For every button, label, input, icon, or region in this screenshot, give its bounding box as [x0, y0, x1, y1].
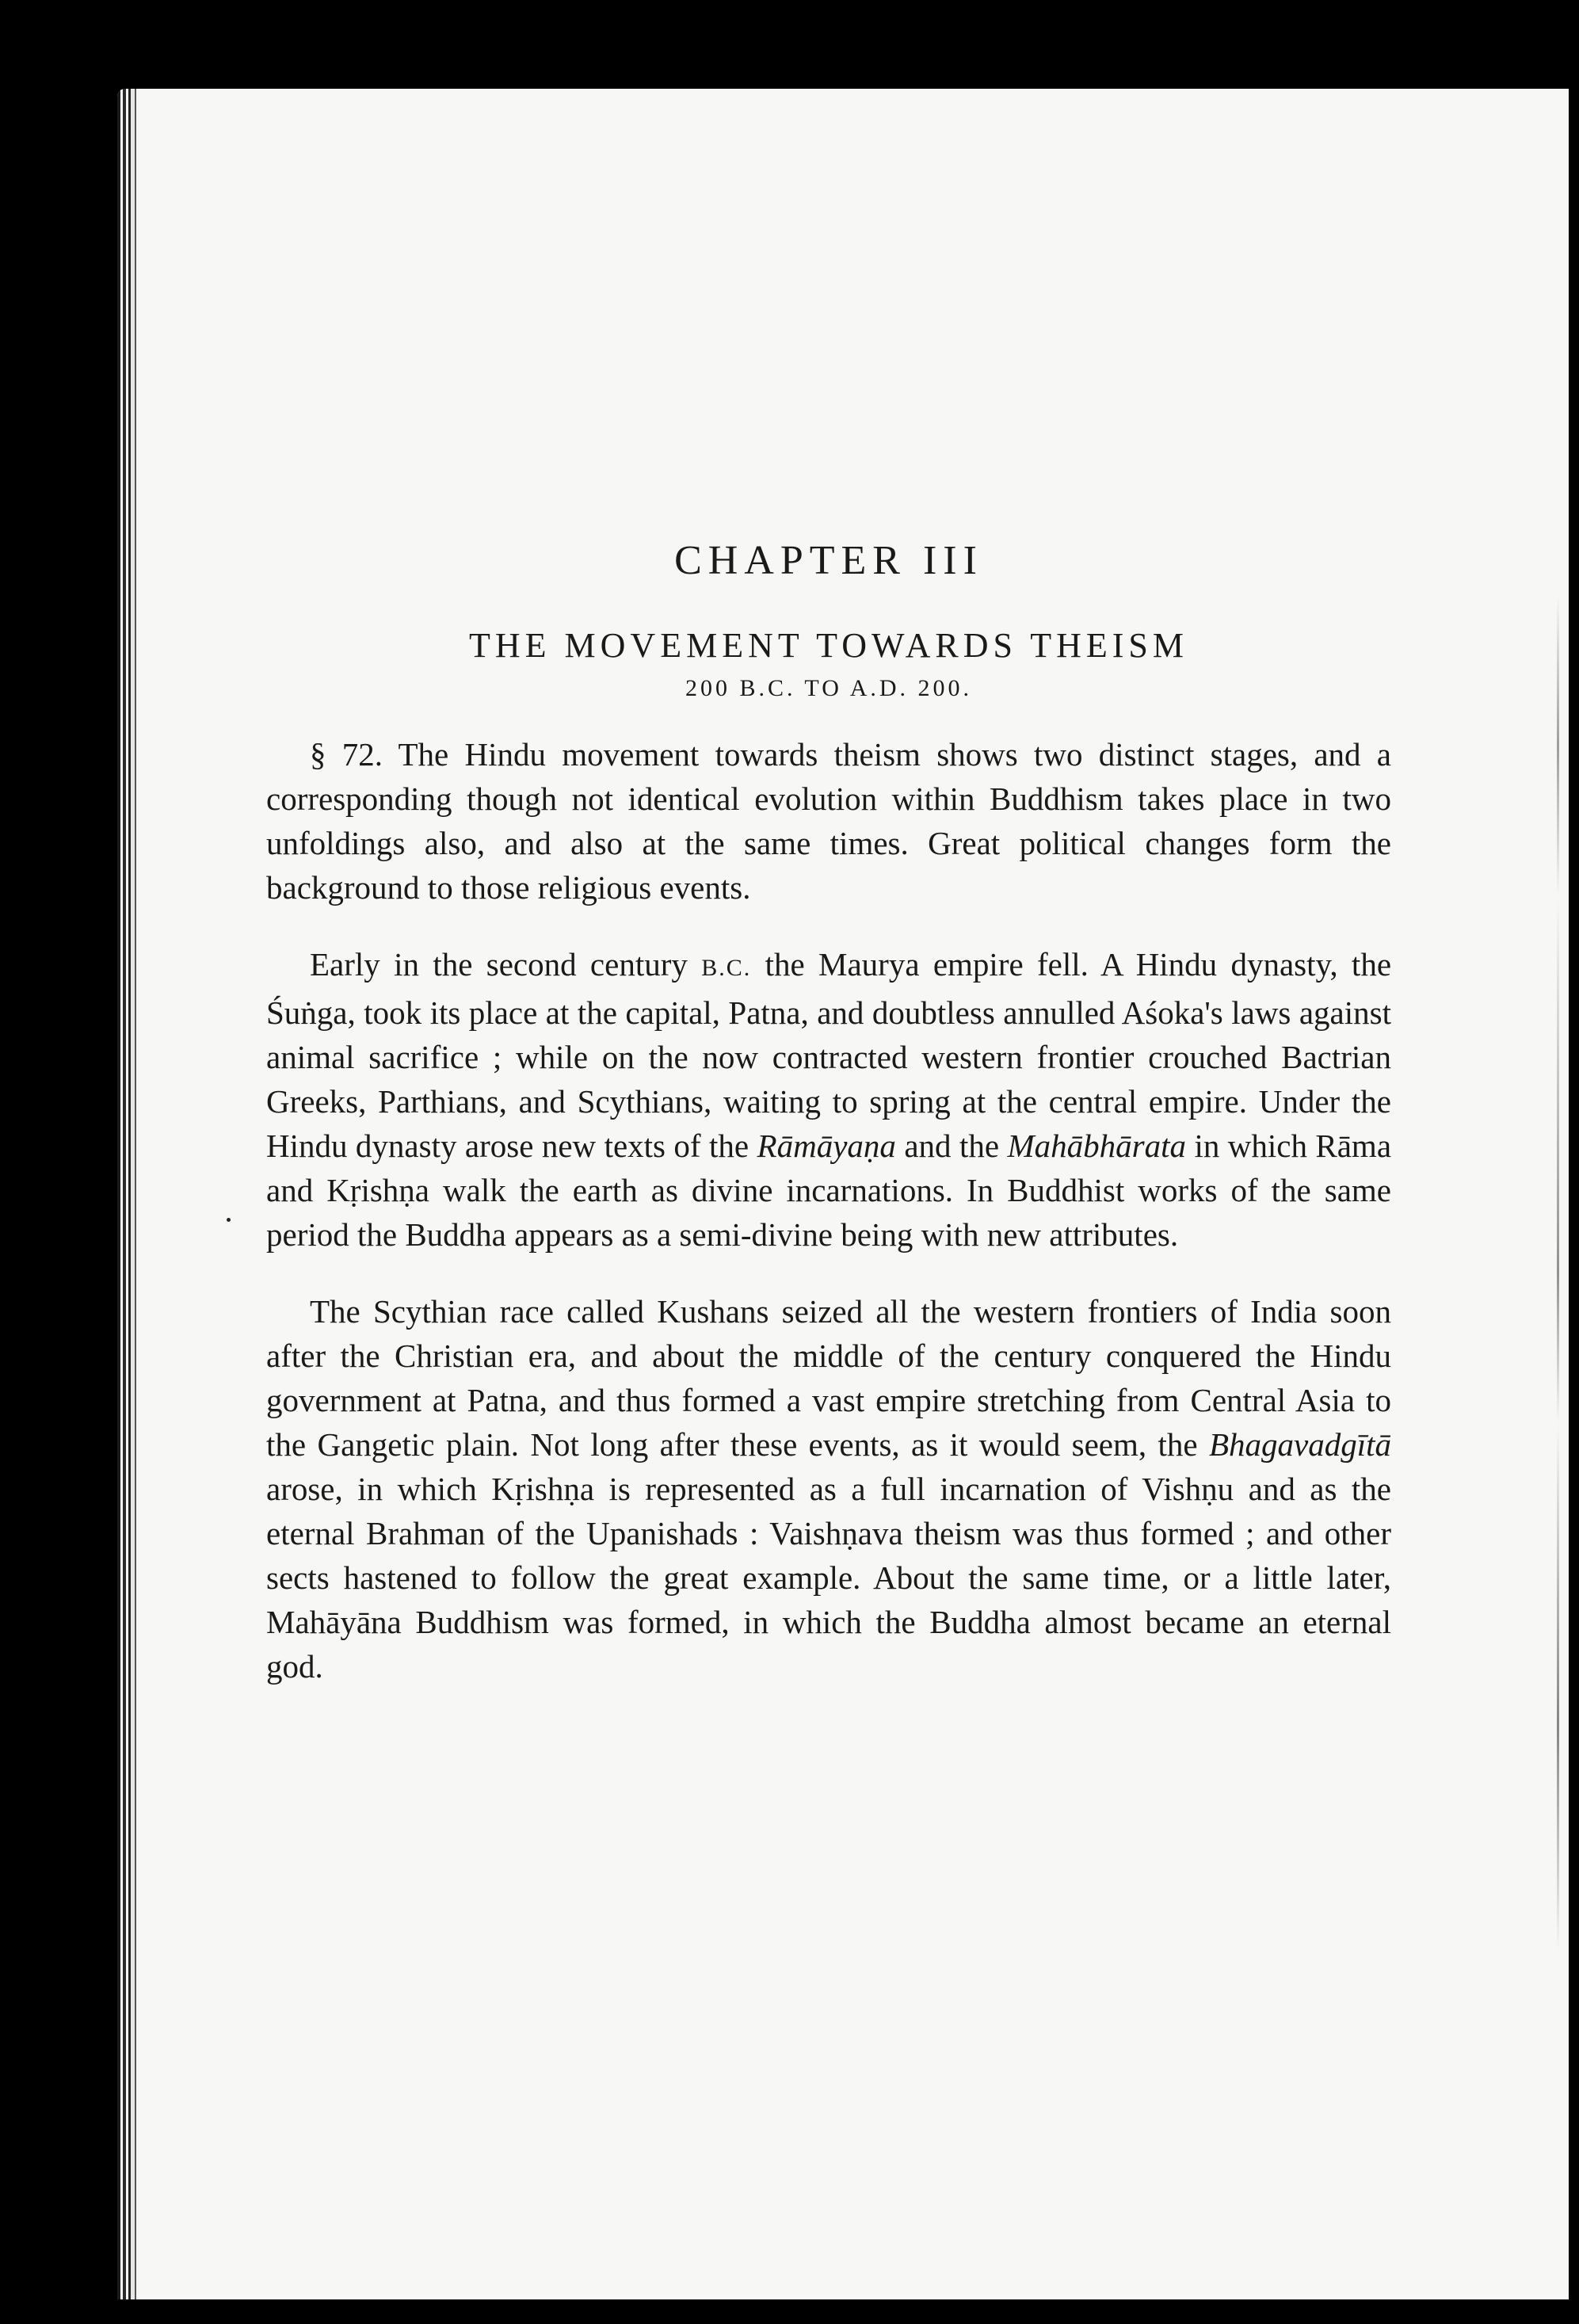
paragraph-2-text-b: the Maurya empire fell. A Hindu dynasty, the Śuṅga, took its place at the capital, Patna, and doubtless annulled Aśoka's laws against animal sacrifice ; while on the now contracted western frontier crouched Bactrian Greeks, Parthians, and Scythians, waiting to spring at the central empire. Under the Hindu dynasty arose new texts of the [266, 946, 1392, 1164]
margin-speck [227, 1218, 231, 1222]
chapter-title: THE MOVEMENT TOWARDS THEISM [468, 626, 1188, 665]
section-number: § 72. [310, 736, 383, 773]
page-text [266, 444, 1391, 1721]
page-right-edge [1557, 596, 1559, 2101]
chapter-dates: 200 B.C. TO A.D. 200. [685, 675, 973, 701]
paragraph-1 [266, 732, 1391, 910]
paragraph-2-text-c: and the [904, 1128, 1000, 1164]
paragraph-3 [266, 1289, 1391, 1689]
gita-title: Bhagavadgītā [1208, 1426, 1392, 1463]
ramayana-title: Rāmāyaṇa [757, 1128, 896, 1164]
paragraph-2 [266, 942, 1391, 1257]
paragraph-3-text-b: arose, in which Kṛishṇa is represented as a full incarnation of Vishṇu and as the eternal Brahman of the Upanishads : Vaishṇava theism was thus formed ; and other sects hastened to follow the great example. About the same time, or a little later, Mahāyāna Buddhism was formed, in which the Buddha almost became an eternal god. [266, 1471, 1391, 1685]
mahabharata-title: Mahābhārata [1007, 1128, 1186, 1164]
paragraph-3-text-a: The Scythian race called Kushans seized all the western frontiers of India soon after the Christian era, and about the middle of the century conquered the Hindu government at Patna, and thus formed a vast empire stretching from Central Asia to the Gangetic plain. Not long after these events, as it would seem, the [266, 1293, 1391, 1463]
paragraph-2-text-a: Early in the second century [310, 946, 688, 983]
chapter-number: CHAPTER III [674, 538, 983, 583]
page-binding-edge [117, 89, 151, 2299]
paragraph-2-text-d: in which Rāma and Kṛishṇa walk the earth as divine incarnations. In Buddhist works of the same period the Buddha appears as a semi-divine being with new attributes. [266, 1128, 1392, 1253]
paragraph-1-text: The Hindu movement towards theism shows two distinct stages, and a corresponding though not identical evolution within Buddhism takes place in two unfoldings also, and also at the same times. Great political changes form the background to those religious events. [266, 736, 1392, 906]
bc-abbrev: B.C. [701, 955, 752, 981]
